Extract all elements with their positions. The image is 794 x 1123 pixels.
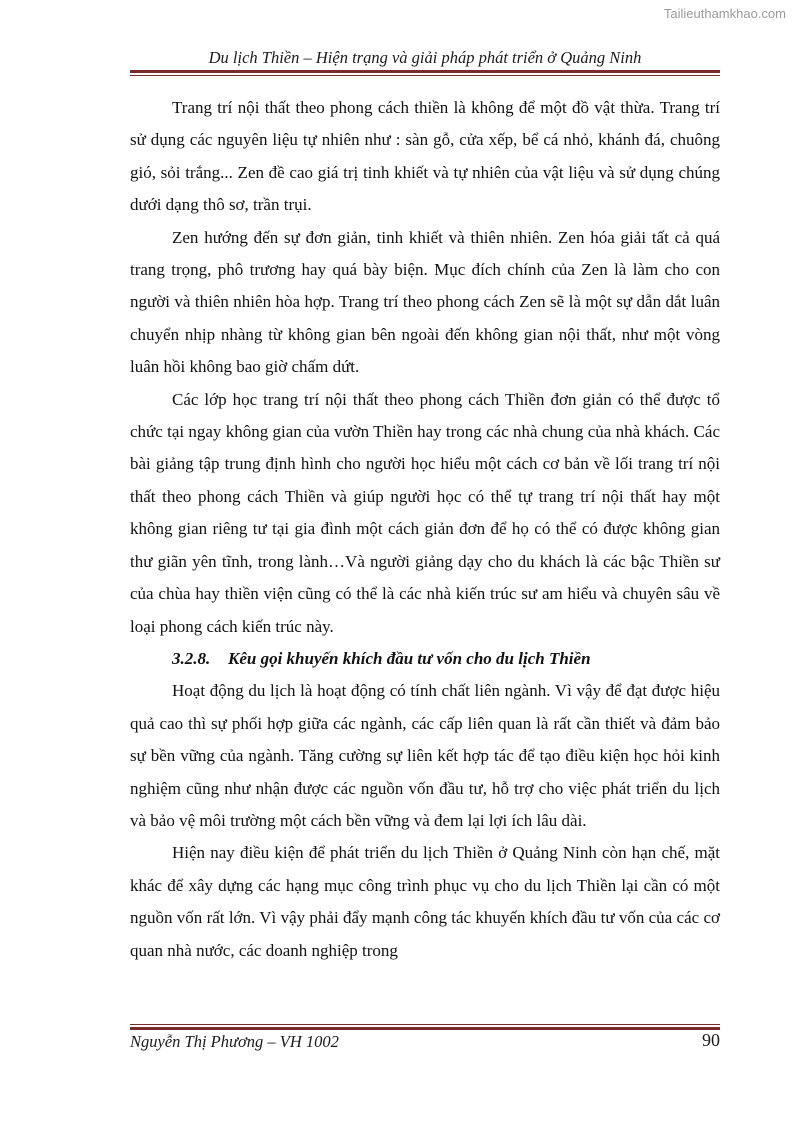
paragraph-5: Hiện nay điều kiện để phát triển du lịch Thiền ở Quảng Ninh còn hạn chế, mặt khác để xây dựng các hạng mục công trình phục vụ cho du lịch Thiền lại cần có một nguồn vốn rất lớn. Vì vậy phải đẩy mạnh công tác khuyến khích đầu tư vốn của các cơ quan nhà nước, các doanh nghiệp trong	[130, 843, 720, 960]
section-title: Kêu gọi khuyến khích đầu tư vốn cho du lịch Thiền	[228, 648, 591, 668]
header-rule	[130, 70, 720, 76]
section-number: 3.2.8.	[172, 648, 211, 668]
paragraph-1: Trang trí nội thất theo phong cách thiền là không để một đồ vật thừa. Trang trí sử dụng các nguyên liệu tự nhiên như : sàn gỗ, cửa xếp, bể cá nhỏ, khánh đá, chuông gió, sỏi trắng... Zen đề cao giá trị tinh khiết và tự nhiên của vật liệu và sử dụng chúng dưới dạng thô sơ, trần trụi.	[130, 98, 720, 215]
running-header-title: Du lịch Thiền – Hiện trạng và giải pháp phát triển ở Quảng Ninh	[208, 48, 642, 67]
paragraph-2: Zen hướng đến sự đơn giản, tinh khiết và thiên nhiên. Zen hóa giải tất cả quá trang trọng, phô trương hay quá bày biện. Mục đích chính của Zen là làm cho con người và thiên nhiên hòa hợp. Trang trí theo phong cách Zen sẽ là một sự dẫn dắt luân chuyển nhịp nhàng từ không gian bên ngoài đến không gian nội thất, như một vòng luân hồi không bao giờ chấm dứt.	[130, 227, 720, 377]
page-number: 90	[702, 1030, 720, 1050]
footer-rule	[130, 1024, 720, 1030]
footer-author: Nguyễn Thị Phương – VH 1002	[130, 1032, 339, 1051]
watermark: Tailieuthamkhao.com	[663, 6, 786, 21]
page-body	[130, 92, 720, 967]
section-heading	[130, 643, 720, 675]
paragraph-4: Hoạt động du lịch là hoạt động có tính chất liên ngành. Vì vậy để đạt được hiệu quả cao thì sự phối hợp giữa các ngành, các cấp liên quan là rất cần thiết và đảm bảo sự bền vững của ngành. Tăng cường sự liên kết hợp tác để tạo điều kiện học hỏi kinh nghiệm cũng như nhận được các nguồn vốn đầu tư, hỗ trợ cho việc phát triển du lịch và bảo vệ môi trường một cách bền vững và đem lại lợi ích lâu dài.	[130, 681, 720, 830]
paragraph-3: Các lớp học trang trí nội thất theo phong cách Thiền đơn giản có thể được tổ chức tại ngay không gian của vườn Thiền hay trong các nhà chung của nhà khách. Các bài giảng tập trung định hình cho người học hiểu một cách cơ bản về lối trang trí nội thất theo phong cách Thiền và giúp người học có thể tự trang trí nội thất hay một không gian riêng tư tại gia đình một cách giản đơn để họ có thể có được không gian thư giãn yên tĩnh, trong lành…Và người giảng dạy cho du khách là các bậc Thiền sư của chùa hay thiền viện cũng có thể là các nhà kiến trúc sư am hiểu và chuyên sâu về loại phong cách kiến trúc này.	[130, 389, 720, 636]
